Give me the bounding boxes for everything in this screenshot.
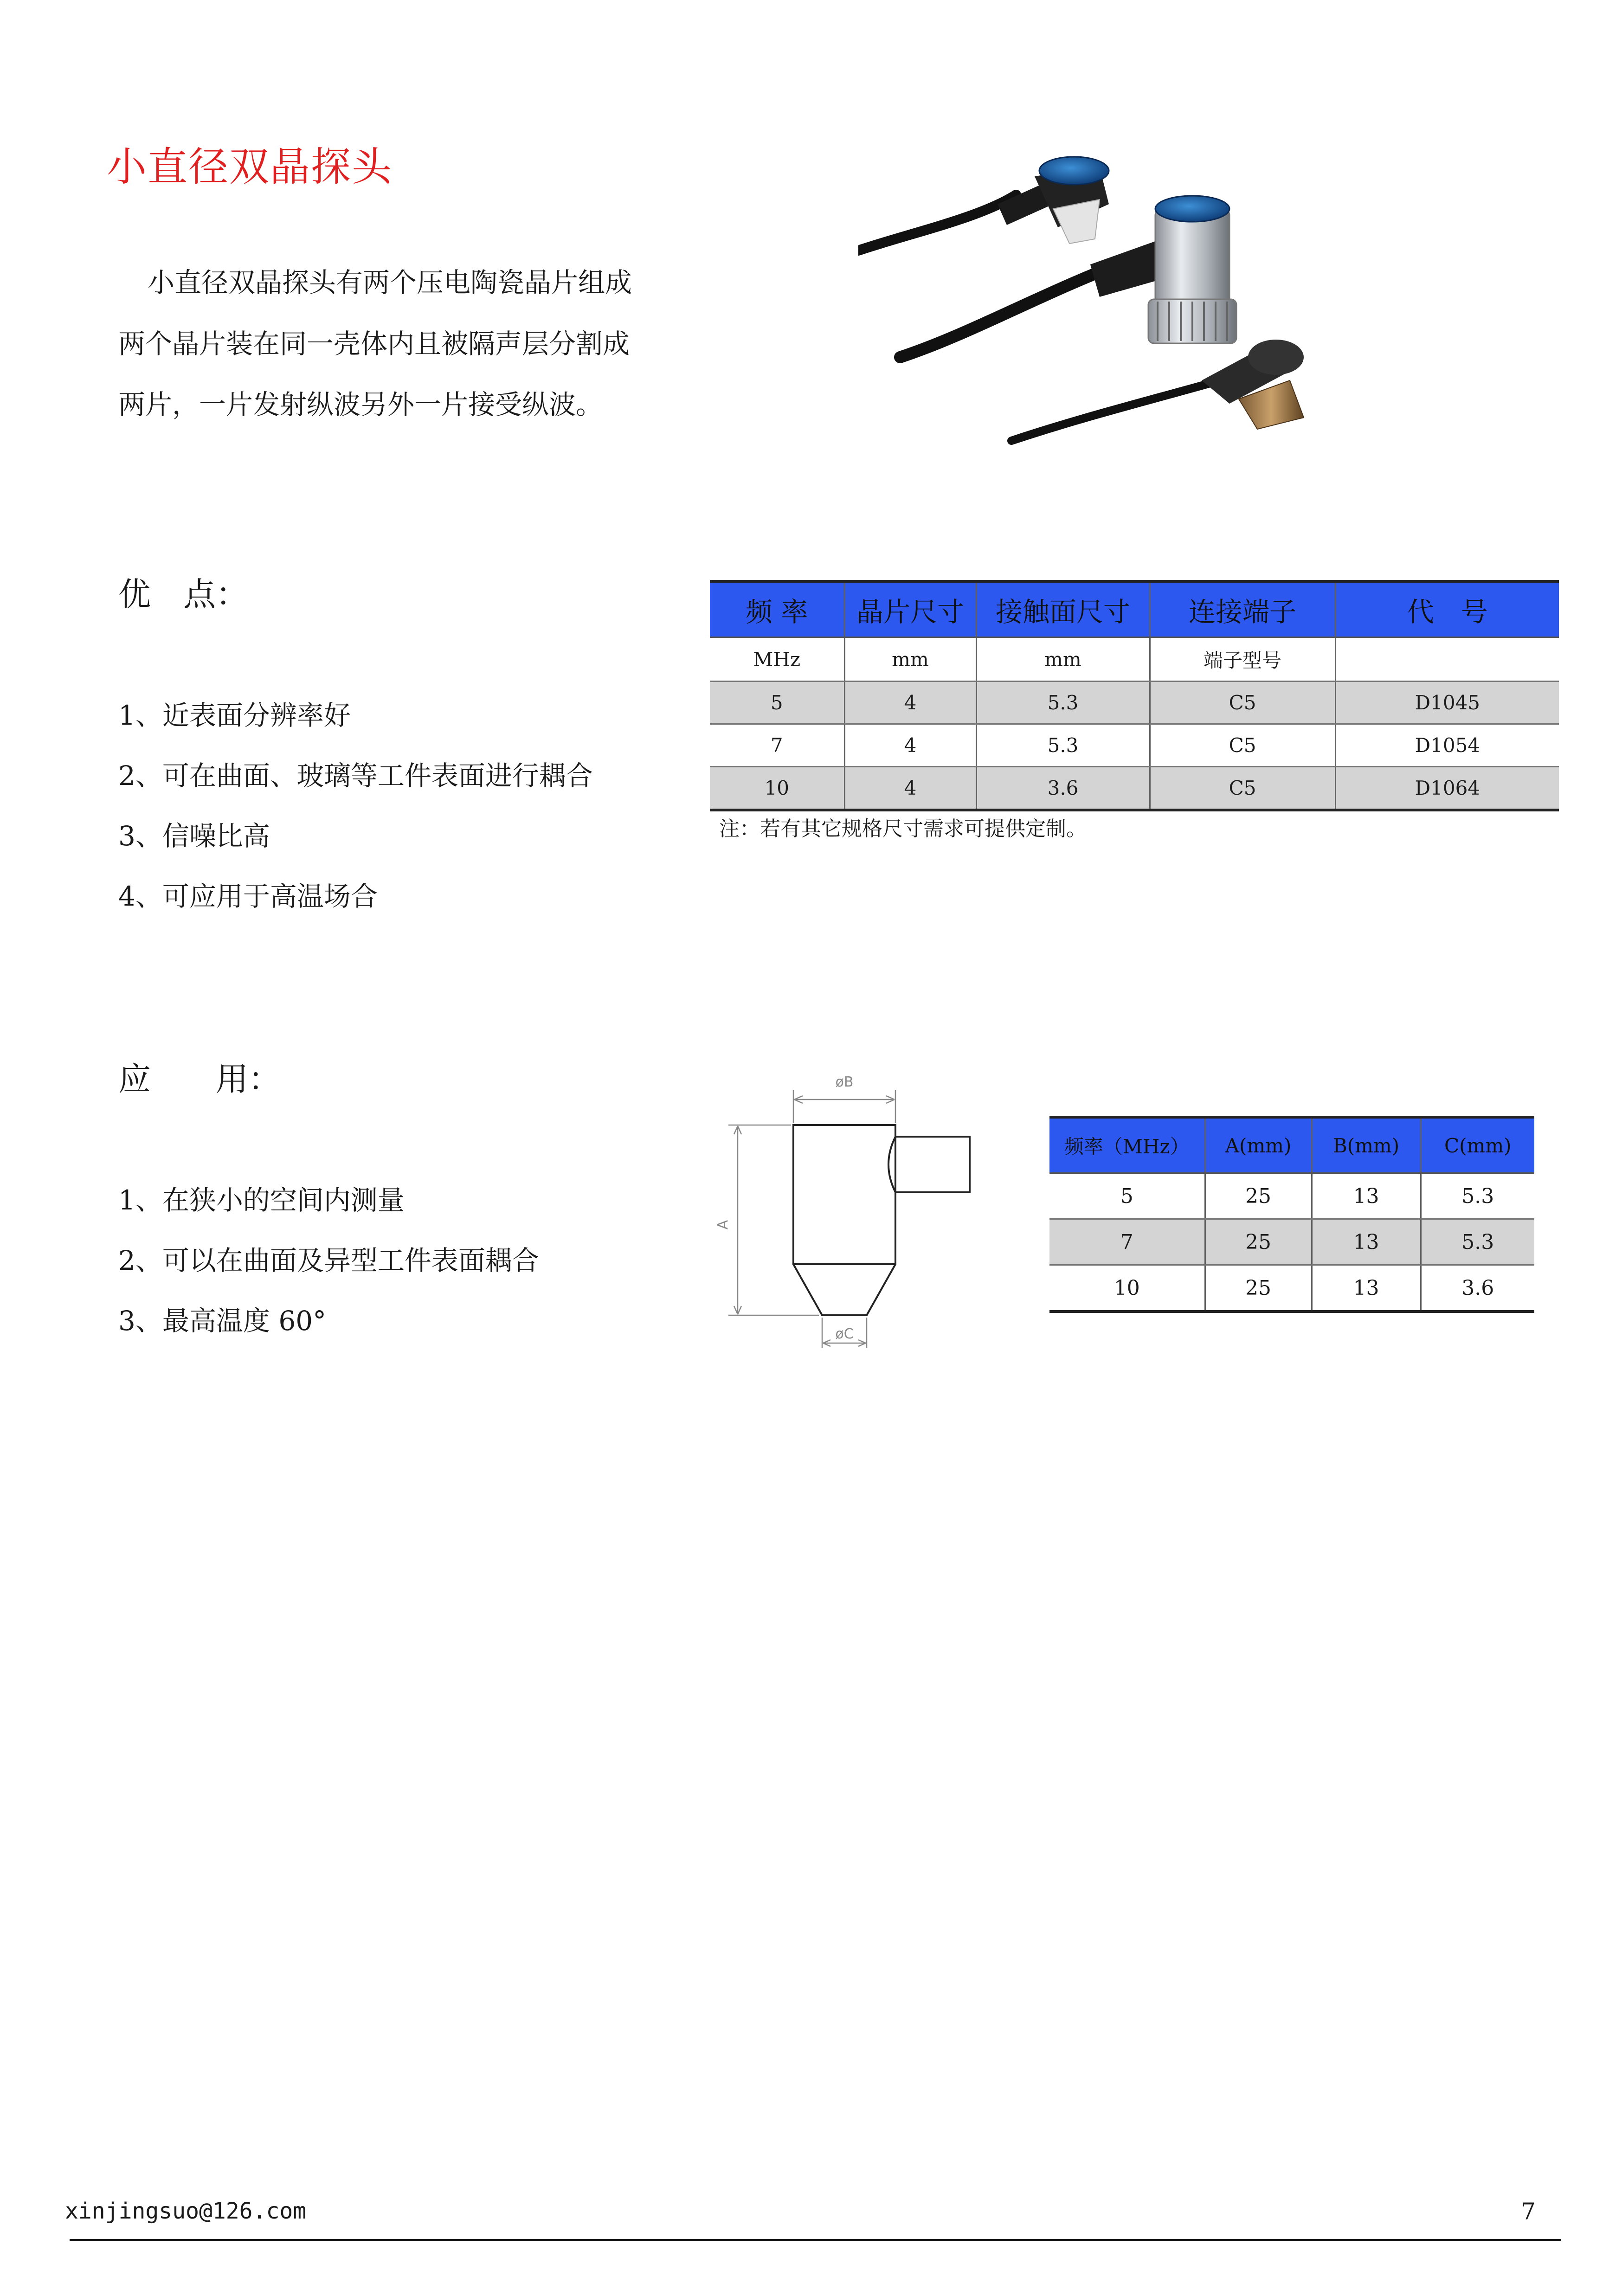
table-cell: 13: [1312, 1219, 1421, 1265]
application-item: 2、可以在曲面及异型工件表面耦合: [118, 1245, 539, 1276]
table-cell: C5: [1150, 767, 1335, 810]
spec-header-code: 代 号: [1335, 581, 1559, 637]
table-row: [710, 767, 1559, 810]
table-cell: 5: [1049, 1173, 1205, 1219]
table-cell: 5.3: [1421, 1173, 1534, 1219]
table-cell: 25: [1205, 1173, 1312, 1219]
dim-header-frequency: 频率（MHz）: [1049, 1117, 1205, 1173]
table-row: [1049, 1219, 1534, 1265]
spec-table: [710, 580, 1559, 811]
table-cell: C5: [1150, 682, 1335, 724]
table-cell: 5.3: [976, 682, 1150, 724]
table-cell: 13: [1312, 1173, 1421, 1219]
spec-header-connector: 连接端子: [1150, 581, 1335, 637]
advantage-item: 2、可在曲面、玻璃等工件表面进行耦合: [118, 760, 593, 791]
table-cell: 端子型号: [1150, 637, 1335, 682]
spec-units-row: [710, 637, 1559, 682]
table-cell: D1045: [1335, 682, 1559, 724]
table-cell: 4: [844, 767, 976, 810]
table-cell: 4: [844, 682, 976, 724]
table-cell: mm: [976, 637, 1150, 682]
probe-photo: [858, 139, 1332, 445]
dim-header-a: A(mm): [1205, 1117, 1312, 1173]
table-cell: [1335, 637, 1559, 682]
diagram-label-a: A: [715, 1220, 731, 1230]
footer-divider: [70, 2239, 1561, 2241]
dim-header-b: B(mm): [1312, 1117, 1421, 1173]
table-cell: D1054: [1335, 724, 1559, 767]
table-cell: 5.3: [1421, 1219, 1534, 1265]
dim-header-c: C(mm): [1421, 1117, 1534, 1173]
table-cell: C5: [1150, 724, 1335, 767]
dim-header-row: [1049, 1117, 1534, 1173]
spec-header-frequency: 频 率: [710, 581, 844, 637]
diagram-label-b: øB: [835, 1074, 854, 1090]
advantages-heading: 优 点：: [118, 575, 248, 613]
table-cell: 3.6: [976, 767, 1150, 810]
intro-line-3: 两片，一片发射纵波另外一片接受纵波。: [118, 389, 603, 420]
intro-line-2: 两个晶片装在同一壳体内且被隔声层分割成: [118, 328, 630, 360]
spec-header-crystal-size: 晶片尺寸: [844, 581, 976, 637]
page-number: 7: [1521, 2198, 1536, 2225]
table-row: [710, 724, 1559, 767]
page-title: 小直径双晶探头: [107, 144, 393, 190]
table-cell: 25: [1205, 1265, 1312, 1312]
diagram-label-c: øC: [835, 1326, 854, 1342]
table-cell: 5: [710, 682, 844, 724]
table-cell: 4: [844, 724, 976, 767]
spec-header-contact-size: 接触面尺寸: [976, 581, 1150, 637]
spec-note: 注：若有其它规格尺寸需求可提供定制。: [719, 817, 1087, 841]
table-cell: 10: [710, 767, 844, 810]
table-cell: 10: [1049, 1265, 1205, 1312]
table-row: [710, 682, 1559, 724]
table-cell: 25: [1205, 1219, 1312, 1265]
table-cell: mm: [844, 637, 976, 682]
advantage-item: 1、近表面分辨率好: [118, 700, 351, 731]
table-cell: 7: [1049, 1219, 1205, 1265]
footer-email: xinjingsuo@126.com: [65, 2198, 307, 2224]
table-cell: MHz: [710, 637, 844, 682]
applications-heading: 应 用：: [118, 1060, 281, 1098]
advantage-item: 3、信噪比高: [118, 820, 270, 852]
intro-line-1: 小直径双晶探头有两个压电陶瓷晶片组成: [148, 267, 632, 298]
probe-dimension-diagram: [714, 1062, 984, 1369]
table-cell: 13: [1312, 1265, 1421, 1312]
spec-header-row: [710, 581, 1559, 637]
table-row: [1049, 1265, 1534, 1312]
dimension-table: [1049, 1116, 1534, 1313]
table-cell: 7: [710, 724, 844, 767]
table-row: [1049, 1173, 1534, 1219]
table-cell: 3.6: [1421, 1265, 1534, 1312]
application-item: 1、在狭小的空间内测量: [118, 1184, 405, 1216]
advantage-item: 4、可应用于高温场合: [118, 881, 378, 912]
application-item: 3、最高温度 60°: [118, 1305, 327, 1337]
table-cell: D1064: [1335, 767, 1559, 810]
table-cell: 5.3: [976, 724, 1150, 767]
